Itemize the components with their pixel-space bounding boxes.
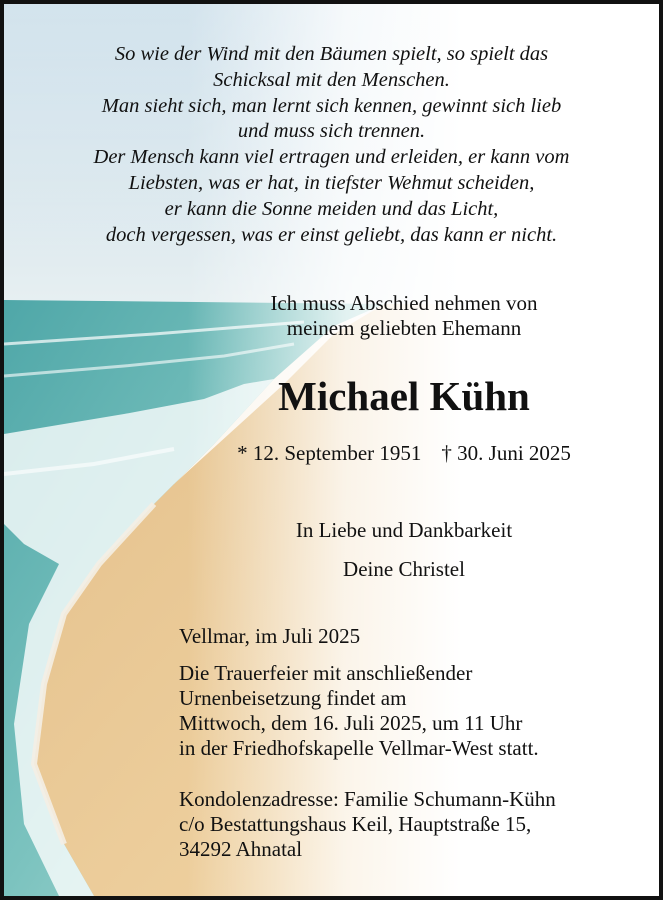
ceremony-details (179, 661, 539, 761)
address-line: 34292 Ahnatal (179, 837, 303, 861)
poem-line: Man sieht sich, man lernt sich kennen, gewinnt sich lieb (101, 94, 562, 117)
mourner-signature: Deine Christel (343, 557, 465, 581)
intro-line: meinem geliebten Ehemann (286, 316, 522, 340)
poem-line: So wie der Wind mit den Bäumen spielt, so spielt das (114, 43, 549, 65)
poem-line: Liebsten, was er hat, in tiefster Wehmut scheiden, (128, 171, 535, 194)
place-date-line: Vellmar, im Juli 2025 (179, 624, 361, 648)
ceremony-line: Mittwoch, dem 16. Juli 2025, um 11 Uhr (179, 711, 523, 735)
condolence-address (179, 787, 556, 862)
ceremony-line: in der Friedhofskapelle Vellmar-West statt. (179, 736, 539, 760)
farewell-intro (204, 291, 604, 341)
address-line: c/o Bestattungshaus Keil, Hauptstraße 15, (179, 812, 532, 836)
ceremony-line: Urnenbeisetzung findet am (179, 686, 407, 710)
poem-line: und muss sich trennen. (237, 120, 426, 143)
closing-phrase: In Liebe und Dankbarkeit (295, 518, 513, 542)
poem-line: Schicksal mit den Menschen. (213, 68, 450, 91)
deceased-name: Michael Kühn (278, 373, 530, 419)
ceremony-line: Die Trauerfeier mit anschließender (179, 661, 473, 685)
life-dates (204, 440, 604, 466)
birth-date: * 12. September 1951 (237, 441, 422, 465)
poem-line: er kann die Sonne meiden und das Licht, (164, 197, 499, 220)
poem (34, 42, 629, 248)
address-line: Kondolenzadresse: Familie Schumann-Kühn (179, 787, 556, 811)
poem-line: Der Mensch kann viel ertragen und erleiden, er kann vom (93, 146, 570, 169)
intro-line: Ich muss Abschied nehmen von (270, 291, 538, 315)
place-date (179, 624, 360, 649)
death-date: † 30. Juni 2025 (441, 441, 571, 465)
poem-line: doch vergessen, was er einst geliebt, das kann er nicht. (105, 223, 558, 246)
